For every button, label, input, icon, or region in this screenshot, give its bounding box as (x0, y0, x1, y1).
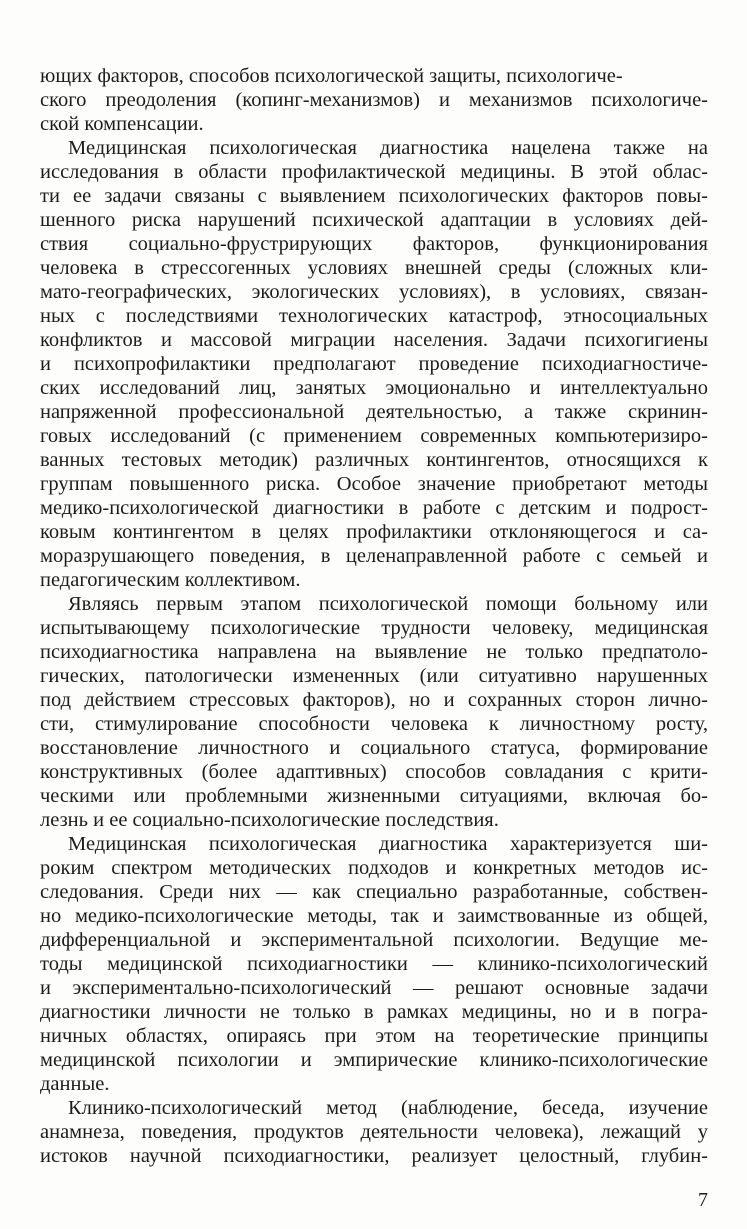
text-line: и психопрофилактики предполагают проведение психодиагностиче- (40, 353, 708, 375)
text-line: тоды медицинской психодиагностики — клинико-психологический (40, 953, 708, 975)
text-line: испытывающему психологические трудности человеку, медицинская (40, 617, 708, 639)
text-line: дифференциальной и экспериментальной психологии. Ведущие ме- (40, 929, 708, 951)
text-line: но медико-психологические методы, так и заимствованные из общей, (40, 905, 708, 927)
text-line: ческими или проблемными жизненными ситуациями, включая бо- (40, 785, 708, 807)
text-line: и экспериментально-психологический — решают основные задачи (40, 977, 708, 999)
text-line: шенного риска нарушений психической адаптации в условиях дей- (40, 209, 708, 231)
page-number: 7 (698, 1189, 708, 1211)
text-line: ствия социально-фрустрирующих факторов, функционирования (40, 233, 708, 255)
text-line: медицинской психологии и эмпирические клинико-психологические (40, 1049, 708, 1071)
text-line: Медицинская психологическая диагностика характеризуется ши- (68, 833, 708, 855)
text-line: ванных тестовых методик) различных контингентов, относящихся к (40, 449, 708, 471)
text-line: истоков научной психодиагностики, реализует целостный, глубин- (40, 1145, 708, 1167)
text-line: медико-психологической диагностики в работе с детским и подрост- (40, 497, 708, 519)
text-line: педагогическим коллективом. (40, 569, 301, 591)
text-line: человека в стрессогенных условиях внешней среды (сложных кли- (40, 257, 708, 279)
text-line: ских исследований лиц, занятых эмоционально и интеллектуально (40, 377, 708, 399)
text-line: группам повышенного риска. Особое значение приобретают методы (40, 473, 708, 495)
text-line: ющих факторов, способов психологической защиты, психологиче- (40, 65, 623, 87)
text-line: ского преодоления (копинг-механизмов) и механизмов психологиче- (40, 89, 708, 111)
text-line: лезнь и ее социально-психологические последствия. (40, 809, 499, 831)
text-line: ных с последствиями технологических катастроф, этносоциальных (40, 305, 708, 327)
text-line: ковым контингентом в целях профилактики отклоняющегося и са- (40, 521, 708, 543)
text-line: мато-географических, экологических условиях), в условиях, связан- (40, 281, 708, 303)
text-line: анамнеза, поведения, продуктов деятельности человека), лежащий у (40, 1121, 708, 1143)
text-line: напряженной профессиональной деятельностью, а также скринин- (40, 401, 708, 423)
text-line: диагностики личности не только в рамках медицины, но и в погра- (40, 1001, 708, 1023)
text-line: Клинико-психологический метод (наблюдение, беседа, изучение (68, 1097, 708, 1119)
text-line: восстановление личностного и социального статуса, формирование (40, 737, 708, 759)
text-line: Медицинская психологическая диагностика нацелена также на (68, 137, 708, 159)
text-line: исследования в области профилактической медицины. В этой облас- (40, 161, 708, 183)
text-line: конфликтов и массовой миграции населения. Задачи психогигиены (40, 329, 708, 351)
text-line: данные. (40, 1073, 110, 1095)
text-line: ти ее задачи связаны с выявлением психологических факторов повы- (40, 185, 708, 207)
text-line: под действием стрессовых факторов), но и сохранных сторон лично- (40, 689, 708, 711)
text-line: психодиагностика направлена на выявление не только предпатоло- (40, 641, 708, 663)
text-line: гических, патологически измененных (или ситуативно нарушенных (40, 665, 708, 687)
text-line: говых исследований (с применением современных компьютеризиро- (40, 425, 708, 447)
text-line: следования. Среди них — как специально разработанные, собствен- (40, 881, 708, 903)
text-line: роким спектром методических подходов и конкретных методов ис- (40, 857, 708, 879)
text-line: ской компенсации. (40, 113, 204, 135)
text-line: моразрушающего поведения, в целенаправленной работе с семьей и (40, 545, 708, 567)
text-line: ничных областях, опираясь при этом на теоретические принципы (40, 1025, 708, 1047)
text-line: Являясь первым этапом психологической помощи больному или (68, 593, 708, 615)
text-line: сти, стимулирование способности человека к личностному росту, (40, 713, 708, 735)
text-line: конструктивных (более адаптивных) способов совладания с крити- (40, 761, 708, 783)
